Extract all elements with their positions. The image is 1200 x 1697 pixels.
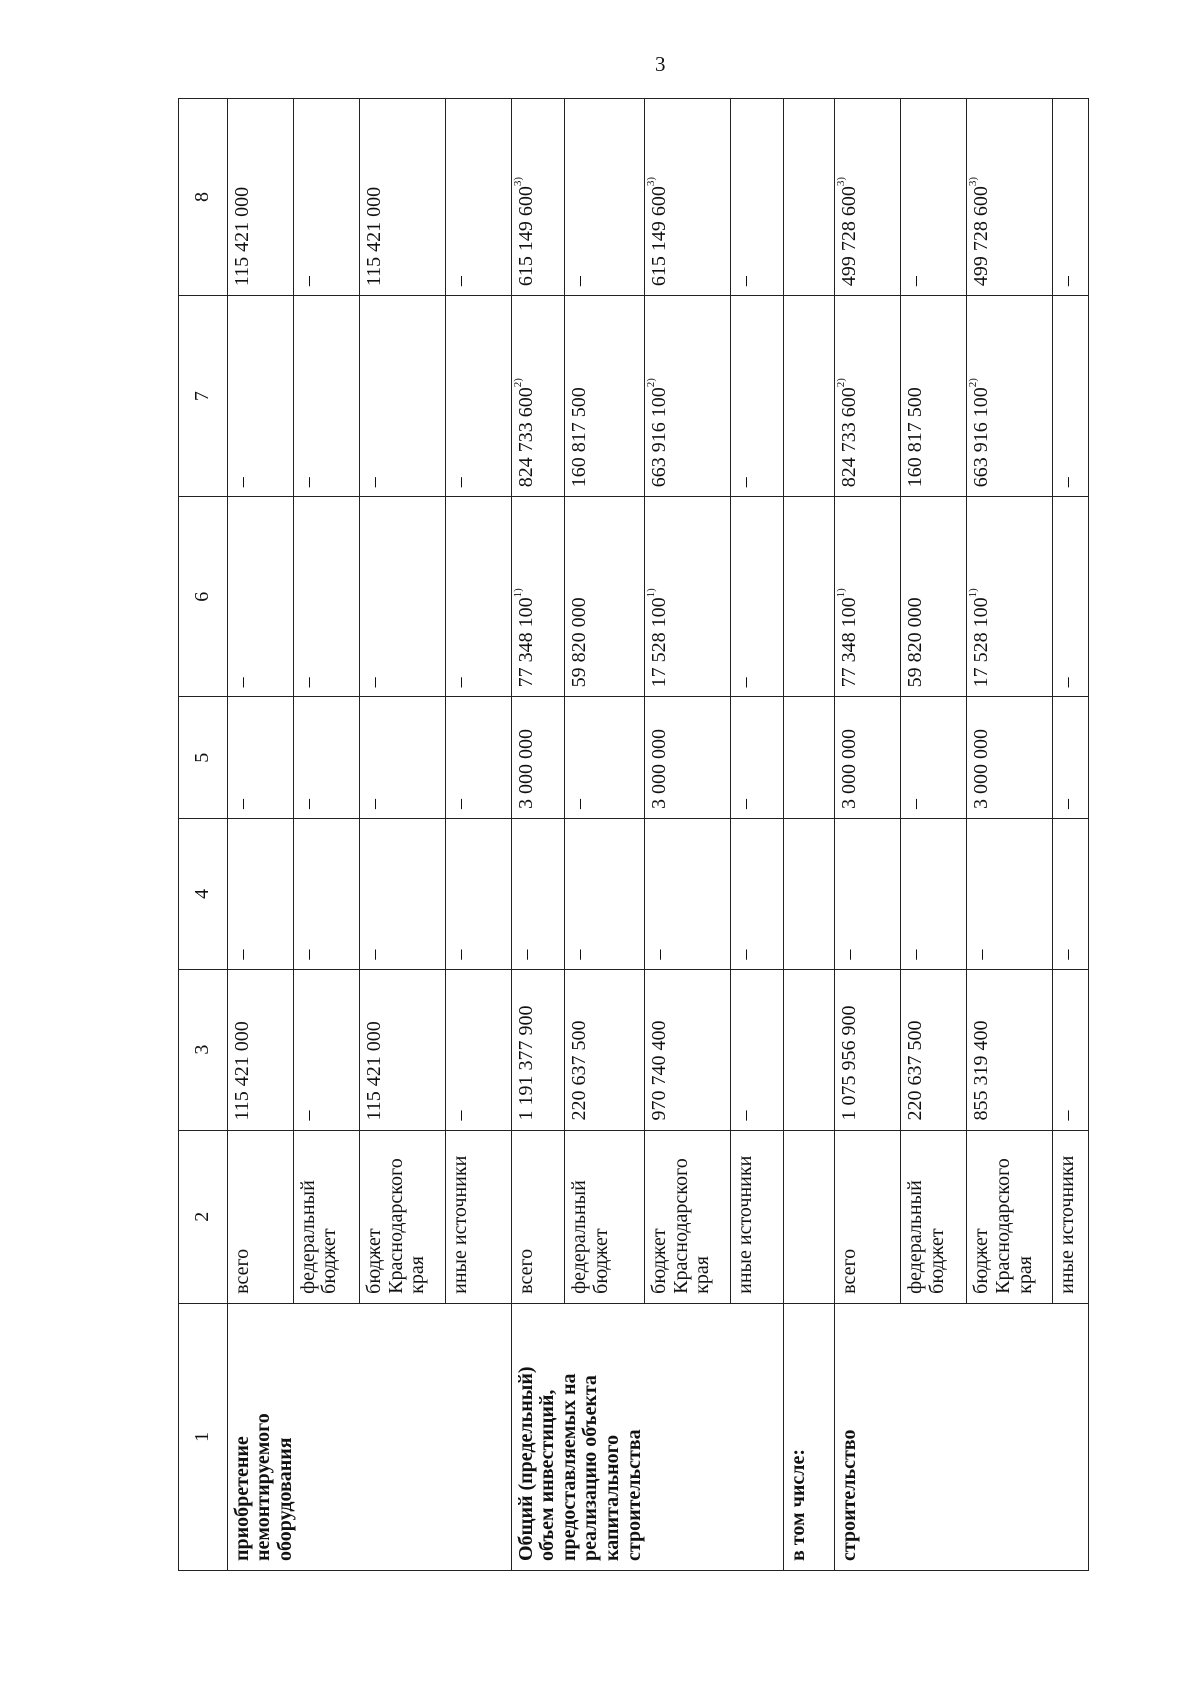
value-text: 59 820 000 — [904, 597, 927, 688]
empty-cell — [784, 99, 835, 296]
value-text: – — [448, 276, 471, 287]
funding-source-cell: бюджет Краснодарского края — [359, 1130, 445, 1303]
value-text: – — [296, 799, 319, 810]
footnote-mark: 1) — [511, 588, 524, 598]
value-text: – — [230, 477, 253, 488]
value-text: – — [230, 677, 253, 688]
value-cell-c8 — [359, 99, 445, 296]
value-cell-c4 — [293, 819, 359, 970]
value-cell-c4 — [901, 819, 967, 970]
value-text: 115 421 000 — [230, 1021, 253, 1121]
column-header: 5 — [179, 697, 228, 819]
group-title: в том числе: — [784, 1303, 835, 1570]
footnote-mark: 2) — [511, 378, 524, 388]
funding-source-cell: всего — [511, 1130, 564, 1303]
value-text: 663 916 100 — [648, 387, 671, 488]
value-cell-c3 — [227, 969, 293, 1130]
value-text: – — [733, 1110, 756, 1121]
funding-source-cell: бюджет Краснодарского края — [967, 1130, 1053, 1303]
value-text: 220 637 500 — [568, 1020, 591, 1121]
value-cell-c3 — [565, 969, 645, 1130]
value-text: – — [448, 799, 471, 810]
value-cell-c7 — [445, 296, 511, 497]
page-number: 3 — [655, 52, 666, 76]
value-text: 160 817 500 — [568, 387, 591, 488]
value-text: 115 421 000 — [362, 186, 385, 287]
value-cell-c4 — [835, 819, 901, 970]
value-cell-c8 — [293, 99, 359, 296]
value-cell-c3 — [293, 969, 359, 1130]
column-header: 6 — [179, 497, 228, 697]
value-text: 499 728 600 — [838, 186, 861, 287]
value-cell-c3 — [645, 969, 731, 1130]
value-text: – — [1055, 949, 1078, 960]
value-text: 3 000 000 — [970, 729, 993, 810]
value-text: – — [904, 276, 927, 287]
value-text: – — [733, 677, 756, 688]
value-text: – — [838, 949, 861, 960]
value-cell-c3 — [445, 969, 511, 1130]
header-row — [179, 99, 228, 1571]
value-cell-c6 — [967, 497, 1053, 697]
value-cell-c8 — [511, 99, 564, 296]
column-header: 7 — [179, 296, 228, 497]
empty-cell — [784, 296, 835, 497]
footnote-mark: 3) — [835, 176, 848, 187]
value-text: – — [970, 949, 993, 960]
value-text: – — [448, 477, 471, 488]
value-text: – — [230, 799, 253, 810]
value-cell-c8 — [901, 99, 967, 296]
value-cell-c5 — [227, 697, 293, 819]
value-text: – — [362, 799, 385, 810]
value-text: 855 319 400 — [970, 1020, 993, 1121]
value-text: 3 000 000 — [514, 729, 537, 810]
value-text: – — [733, 276, 756, 287]
value-cell-c6 — [1052, 497, 1088, 697]
value-cell-c3 — [730, 969, 783, 1130]
value-cell-c5 — [445, 697, 511, 819]
value-text: – — [448, 677, 471, 688]
value-cell-c7 — [227, 296, 293, 497]
value-cell-c8 — [835, 99, 901, 296]
value-text: – — [1055, 1110, 1078, 1121]
value-cell-c5 — [967, 697, 1053, 819]
value-cell-c3 — [359, 969, 445, 1130]
value-text: – — [568, 276, 591, 287]
empty-cell — [784, 819, 835, 970]
value-cell-c4 — [1052, 819, 1088, 970]
value-cell-c7 — [359, 296, 445, 497]
funding-source-cell: федеральный бюджет — [565, 1130, 645, 1303]
value-text: – — [230, 949, 253, 960]
rotated-table-wrapper — [178, 98, 1089, 1571]
value-text: – — [1055, 477, 1078, 488]
value-cell-c6 — [227, 497, 293, 697]
value-text: 59 820 000 — [568, 597, 591, 688]
table-body — [179, 99, 1089, 1571]
funding-source-cell: федеральный бюджет — [293, 1130, 359, 1303]
value-text: – — [904, 949, 927, 960]
funding-source-cell: всего — [227, 1130, 293, 1303]
value-cell-c3 — [835, 969, 901, 1130]
value-text: – — [648, 949, 671, 960]
value-text: – — [568, 949, 591, 960]
value-text: – — [514, 949, 537, 960]
footnote-mark: 1) — [967, 588, 980, 598]
value-cell-c5 — [293, 697, 359, 819]
value-text: – — [448, 949, 471, 960]
value-text: 615 149 600 — [648, 186, 671, 287]
value-cell-c7 — [511, 296, 564, 497]
value-text: – — [568, 799, 591, 810]
value-text: 77 348 100 — [838, 597, 861, 688]
value-cell-c4 — [445, 819, 511, 970]
value-cell-c6 — [445, 497, 511, 697]
value-cell-c5 — [730, 697, 783, 819]
value-text: – — [296, 477, 319, 488]
value-cell-c5 — [511, 697, 564, 819]
column-header: 3 — [179, 969, 228, 1130]
value-text: – — [362, 677, 385, 688]
value-cell-c7 — [730, 296, 783, 497]
value-cell-c6 — [645, 497, 731, 697]
value-cell-c5 — [1052, 697, 1088, 819]
value-cell-c7 — [645, 296, 731, 497]
table-row — [511, 99, 564, 1571]
value-text: – — [362, 477, 385, 488]
value-text: – — [733, 799, 756, 810]
value-cell-c6 — [730, 497, 783, 697]
value-cell-c5 — [835, 697, 901, 819]
funding-source-cell: федеральный бюджет — [901, 1130, 967, 1303]
group-title: строительство — [835, 1303, 1089, 1570]
value-text: – — [296, 1110, 319, 1121]
financing-table — [178, 98, 1089, 1571]
column-header: 4 — [179, 819, 228, 970]
group-title: приобретение немонтируемого оборудования — [227, 1303, 511, 1570]
footnote-mark: 2) — [645, 378, 658, 388]
value-text: 17 528 100 — [970, 597, 993, 688]
value-cell-c8 — [565, 99, 645, 296]
empty-cell — [784, 1130, 835, 1303]
footnote-mark: 2) — [967, 378, 980, 388]
value-cell-c6 — [293, 497, 359, 697]
footnote-mark: 3) — [511, 176, 524, 187]
footnote-mark: 1) — [645, 588, 658, 598]
value-cell-c5 — [565, 697, 645, 819]
value-cell-c8 — [1052, 99, 1088, 296]
value-cell-c6 — [565, 497, 645, 697]
value-cell-c7 — [293, 296, 359, 497]
empty-cell — [784, 969, 835, 1130]
value-cell-c7 — [1052, 296, 1088, 497]
value-cell-c7 — [565, 296, 645, 497]
value-cell-c6 — [835, 497, 901, 697]
value-cell-c3 — [967, 969, 1053, 1130]
funding-source-cell: бюджет Краснодарского края — [645, 1130, 731, 1303]
value-text: 970 740 400 — [648, 1020, 671, 1121]
table-row — [227, 99, 293, 1571]
value-cell-c5 — [359, 697, 445, 819]
value-text: 615 149 600 — [514, 186, 537, 287]
value-cell-c4 — [565, 819, 645, 970]
footnote-mark: 2) — [835, 378, 848, 388]
value-cell-c6 — [511, 497, 564, 697]
value-cell-c4 — [227, 819, 293, 970]
funding-source-cell: всего — [835, 1130, 901, 1303]
empty-cell — [784, 697, 835, 819]
value-text: – — [362, 949, 385, 960]
value-cell-c6 — [359, 497, 445, 697]
value-text: – — [733, 949, 756, 960]
value-cell-c4 — [511, 819, 564, 970]
funding-source-cell: иные источники — [730, 1130, 783, 1303]
footnote-mark: 3) — [645, 176, 658, 187]
value-cell-c8 — [445, 99, 511, 296]
value-cell-c8 — [227, 99, 293, 296]
table-row — [835, 99, 901, 1571]
group-title: Общий (предельный) объем инвестиций, предоставляемых на реализацию объекта капитального строительства — [511, 1303, 783, 1570]
value-cell-c3 — [901, 969, 967, 1130]
group-label-row — [784, 99, 835, 1571]
value-text: 77 348 100 — [514, 597, 537, 688]
footnote-mark: 3) — [967, 176, 980, 187]
value-text: – — [733, 477, 756, 488]
value-text: 499 728 600 — [970, 186, 993, 287]
value-cell-c7 — [967, 296, 1053, 497]
funding-source-cell: иные источники — [445, 1130, 511, 1303]
value-cell-c4 — [645, 819, 731, 970]
value-text: 3 000 000 — [838, 729, 861, 810]
value-cell-c4 — [967, 819, 1053, 970]
value-text: – — [448, 1110, 471, 1121]
column-header: 8 — [179, 99, 228, 296]
value-cell-c4 — [359, 819, 445, 970]
footnote-mark: 1) — [835, 588, 848, 598]
value-cell-c7 — [901, 296, 967, 497]
value-text: – — [1055, 799, 1078, 810]
column-header: 1 — [179, 1303, 228, 1570]
value-cell-c8 — [645, 99, 731, 296]
value-text: – — [296, 276, 319, 287]
funding-source-cell: иные источники — [1052, 1130, 1088, 1303]
value-text: 115 421 000 — [230, 186, 253, 287]
value-text: 115 421 000 — [362, 1021, 385, 1121]
value-text: 824 733 600 — [838, 387, 861, 488]
value-text: – — [296, 677, 319, 688]
value-text: 1 191 377 900 — [514, 1005, 537, 1121]
value-cell-c5 — [645, 697, 731, 819]
value-text: 220 637 500 — [904, 1020, 927, 1121]
value-text: – — [296, 949, 319, 960]
column-header: 2 — [179, 1130, 228, 1303]
value-cell-c3 — [1052, 969, 1088, 1130]
value-cell-c8 — [967, 99, 1053, 296]
value-text: – — [1055, 276, 1078, 287]
value-text: 1 075 956 900 — [838, 1005, 861, 1121]
value-text: 663 916 100 — [970, 387, 993, 488]
value-cell-c5 — [901, 697, 967, 819]
value-text: 160 817 500 — [904, 387, 927, 488]
value-cell-c8 — [730, 99, 783, 296]
value-text: 17 528 100 — [648, 597, 671, 688]
value-cell-c6 — [901, 497, 967, 697]
value-cell-c4 — [730, 819, 783, 970]
value-cell-c3 — [511, 969, 564, 1130]
value-text: 824 733 600 — [514, 387, 537, 488]
value-cell-c7 — [835, 296, 901, 497]
empty-cell — [784, 497, 835, 697]
value-text: – — [1055, 677, 1078, 688]
value-text: – — [904, 799, 927, 810]
value-text: 3 000 000 — [648, 729, 671, 810]
